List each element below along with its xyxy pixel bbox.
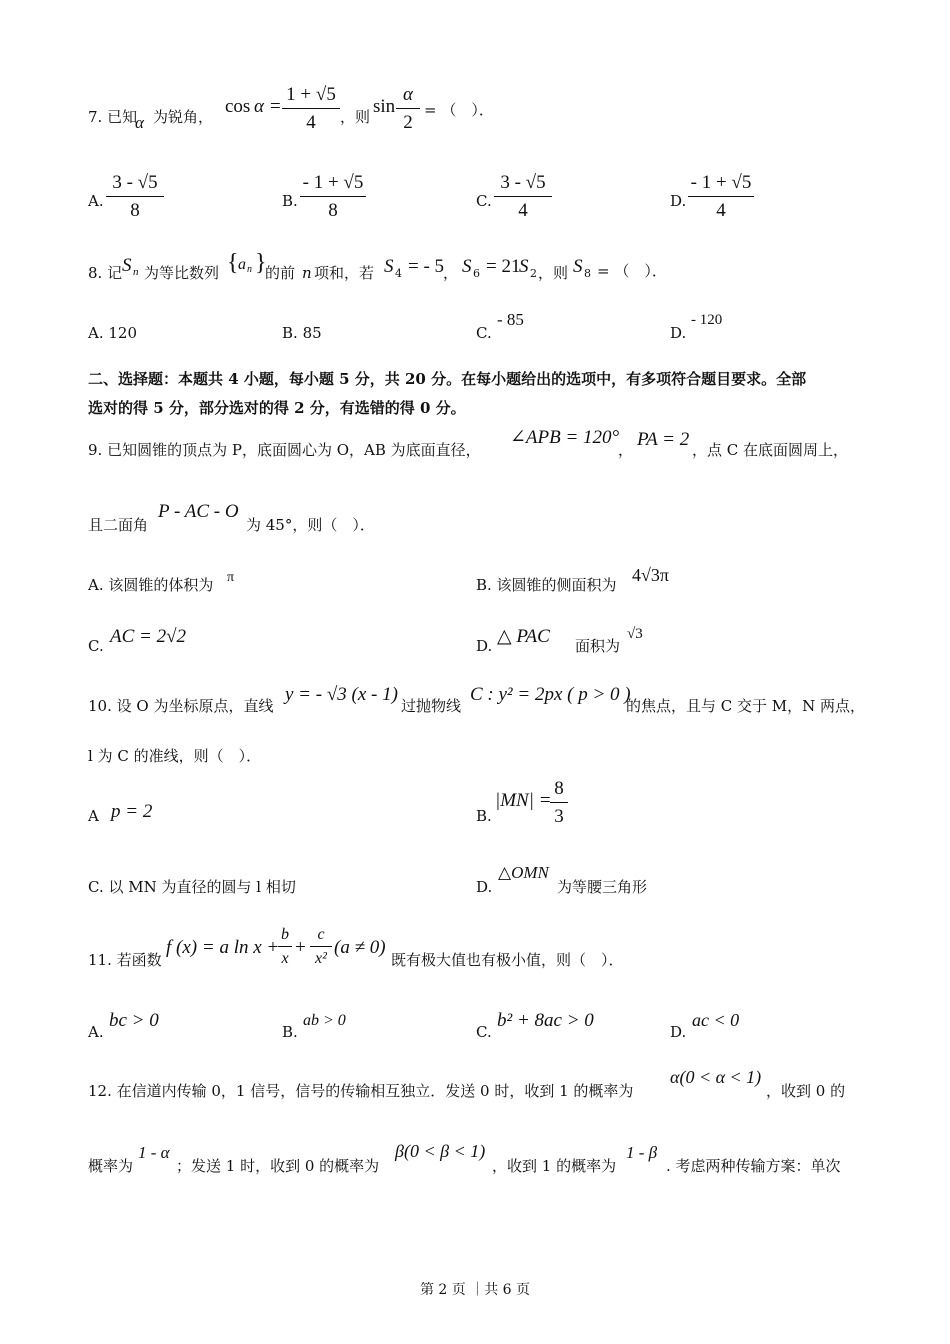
q11-function: f (x) = a ln x + xyxy=(166,937,280,958)
q8-sum-if: 项和，若 xyxy=(314,264,375,282)
q8-s4: S xyxy=(384,256,394,277)
q9-option-d-tail: √3 xyxy=(627,626,643,642)
q11-option-d-value: ac < 0 xyxy=(692,1010,740,1030)
q7-acute: 为锐角， xyxy=(153,108,214,126)
q12-line2-mid2: ，收到 1 的概率为 xyxy=(492,1157,617,1175)
q8-option-d-value: - 120 xyxy=(691,312,723,328)
q8-s6: S xyxy=(462,256,472,277)
q11-option-a-value: bc > 0 xyxy=(109,1010,159,1031)
q8-option-c-label: C. xyxy=(476,324,492,342)
q11-frac-c-num: c xyxy=(310,926,332,947)
q9-option-b-value: 4√3π xyxy=(632,565,669,585)
q10-option-b-num: 8 xyxy=(550,778,568,803)
q11-option-c-label: C. xyxy=(476,1023,492,1041)
q8-prefix: 8. 记 xyxy=(88,264,123,282)
q9-line2-prefix: 且二面角 xyxy=(88,516,149,534)
q9-option-b-label: B. 该圆锥的侧面积为 xyxy=(476,576,617,594)
q11-prefix: 11. 若函数 xyxy=(88,951,162,969)
q8-s8: S xyxy=(573,256,583,277)
q11-tail: 既有极大值也有极小值，则（ ）． xyxy=(391,951,624,969)
q7-option-c xyxy=(494,172,552,222)
q7-option-d-num: - 1 + √5 xyxy=(688,172,754,197)
q7-option-c-num: 3 - √5 xyxy=(494,172,552,197)
q8-geo-seq: 为等比数列 xyxy=(144,264,220,282)
q12-beta-range: β(0 < β < 1) xyxy=(395,1141,486,1161)
q8-s6-val: = 21 xyxy=(486,256,521,277)
section2-heading-line1: 二、选择题：本题共 4 小题，每小题 5 分，共 20 分。在每小题给出的选项中，有多项符合题目要求。全部 xyxy=(88,370,807,388)
q8-s4-val: = - 5 xyxy=(408,256,445,277)
q8-option-c-value: - 85 xyxy=(497,310,524,329)
q12-alpha-range: α(0 < α < 1) xyxy=(670,1067,762,1087)
q8-sep: ， xyxy=(443,264,459,282)
q10-option-d-label: D. xyxy=(476,878,493,896)
q8-option-a xyxy=(88,326,137,341)
q10-option-d-value: △OMN xyxy=(498,863,549,882)
q7-cos-num: 1 + √5 xyxy=(282,84,340,109)
q9-option-d-mid: 面积为 xyxy=(575,637,621,655)
q9-option-c-value: AC = 2√2 xyxy=(110,626,187,647)
q11-frac-b-den: x xyxy=(281,950,289,967)
q10-parabola: C : y² = 2px ( p > 0 ) xyxy=(470,684,631,705)
q8-brace-left: { xyxy=(227,250,239,276)
q10-option-b-label: B. xyxy=(476,807,492,825)
q8-option-d-label: D. xyxy=(670,324,687,342)
q7-option-c-den: 4 xyxy=(518,200,528,221)
q10-option-b-den: 3 xyxy=(554,806,564,827)
q10-option-b-lhs: |MN| = xyxy=(495,790,552,811)
q8-sn: S xyxy=(122,255,132,276)
q8-option-b xyxy=(282,326,322,341)
q12-line2-mid: ；发送 1 时，收到 0 的概率为 xyxy=(176,1157,380,1175)
q10-line1-prefix: 10. 设 O 为坐标原点，直线 xyxy=(88,697,274,715)
q7-option-c-label: C. xyxy=(476,192,492,210)
q7-option-d-label: D. xyxy=(670,192,687,210)
q11-frac-c-den: x² xyxy=(315,950,327,967)
q11-option-a-label: A. xyxy=(88,1023,104,1041)
q9-sep: ， xyxy=(618,441,634,459)
q7-alpha: α xyxy=(135,113,144,132)
q10-line1-tail: 的焦点，且与 C 交于 M，N 两点， xyxy=(626,697,866,715)
q8-sn-sub: n xyxy=(133,266,139,278)
q8-option-a-value: 120 xyxy=(108,324,138,342)
q7-half-den: 2 xyxy=(403,112,413,133)
q10-option-a-value: p = 2 xyxy=(111,801,153,822)
q8-brace-right: } xyxy=(255,250,267,276)
q8-option-a-label: A. xyxy=(88,324,104,342)
q8-s2-sub: 2 xyxy=(530,267,537,280)
q9-option-a-label: A. 该圆锥的体积为 xyxy=(88,576,214,594)
q7-option-b-den: 8 xyxy=(328,200,338,221)
q11-frac-b xyxy=(278,926,292,968)
q11-option-c-value: b² + 8ac > 0 xyxy=(497,1010,594,1031)
q12-one-minus-alpha: 1 - α xyxy=(138,1143,170,1162)
q12-line2-tail: . 考虑两种传输方案：单次 xyxy=(666,1157,841,1175)
q12-line2-prefix: 概率为 xyxy=(88,1157,134,1175)
q9-option-c-label: C. xyxy=(88,637,104,655)
q8-first: 的前 xyxy=(265,264,296,282)
q9-option-d-label: D. xyxy=(476,637,493,655)
q9-option-d-value: △ PAC xyxy=(497,626,550,647)
q10-option-b-frac xyxy=(550,778,568,828)
q9-line1-tail: ，点 C 在底面圆周上， xyxy=(692,441,849,459)
q8-then: ，则 xyxy=(538,264,569,282)
q8-s4-sub: 4 xyxy=(395,267,402,280)
q7-option-a xyxy=(106,172,164,222)
q7-half-alpha xyxy=(396,84,420,134)
q7-option-d-den: 4 xyxy=(716,200,726,221)
q7-option-a-den: 8 xyxy=(130,200,140,221)
section2-heading-line2: 选对的得 5 分，部分选对的得 2 分，有选错的得 0 分。 xyxy=(88,399,466,417)
q9-line1-prefix: 9. 已知圆锥的顶点为 P，底面圆心为 O，AB 为底面直径， xyxy=(88,441,481,459)
q11-option-b-value: ab > 0 xyxy=(303,1012,346,1029)
q7-option-a-num: 3 - √5 xyxy=(106,172,164,197)
q10-option-d-tail: 为等腰三角形 xyxy=(557,878,648,896)
q7-cos-den: 4 xyxy=(306,112,316,133)
q12-line1-tail: ，收到 0 的 xyxy=(766,1082,846,1100)
q7-then: ，则 xyxy=(340,108,371,126)
q7-cos-alpha: α xyxy=(254,96,264,117)
q10-line2: l 为 C 的准线，则（ ）． xyxy=(88,747,262,765)
q7-prefix: 7. 已知 xyxy=(88,108,138,126)
page-footer: 第 2 页 ｜共 6 页 xyxy=(419,1282,531,1298)
q11-condition: (a ≠ 0) xyxy=(334,937,386,958)
q8-option-b-value: 85 xyxy=(302,324,322,342)
q10-option-a-label: A xyxy=(88,807,99,825)
q7-cos: cos xyxy=(225,96,251,117)
q8-an-sub: n xyxy=(247,264,252,275)
q10-through: 过抛物线 xyxy=(401,697,462,715)
q9-option-a-value: π xyxy=(227,570,235,585)
q11-frac-b-num: b xyxy=(278,926,292,947)
q7-half-num: α xyxy=(396,84,420,109)
q8-option-b-label: B. xyxy=(282,324,298,342)
q8-tail: = （ ）． xyxy=(597,262,667,280)
q11-option-b-label: B. xyxy=(282,1023,298,1041)
q9-angle: ∠APB = 120° xyxy=(510,427,620,448)
q11-frac-c xyxy=(310,926,332,968)
q8-s8-sub: 8 xyxy=(584,267,591,280)
q9-pa: PA = 2 xyxy=(637,429,690,450)
q9-dihedral: P - AC - O xyxy=(158,501,239,522)
q8-an: a xyxy=(238,256,246,273)
q12-line1-prefix: 12. 在信道内传输 0，1 信号，信号的传输相互独立．发送 0 时，收到 1 的概率为 xyxy=(88,1082,634,1100)
q7-option-b-num: - 1 + √5 xyxy=(300,172,366,197)
q7-eq: = xyxy=(270,96,281,117)
q7-tail: = （ ）． xyxy=(424,101,494,119)
q12-one-minus-beta: 1 - β xyxy=(626,1143,658,1162)
q7-option-a-label: A. xyxy=(88,192,104,210)
q10-line-eq: y = - √3 (x - 1) xyxy=(285,684,398,705)
q7-sin: sin xyxy=(373,96,396,117)
q11-plus: + xyxy=(295,937,306,958)
q11-option-d-label: D. xyxy=(670,1023,687,1041)
q7-option-d xyxy=(688,172,754,222)
q7-cos-value xyxy=(282,84,340,134)
q7-option-b xyxy=(300,172,366,222)
q9-line2-tail: 为 45°，则（ ）． xyxy=(246,516,375,534)
q8-s2: S xyxy=(519,256,529,277)
q8-s6-sub: 6 xyxy=(473,267,480,280)
q8-n: n xyxy=(302,264,312,282)
q10-option-c: C. 以 MN 为直径的圆与 l 相切 xyxy=(88,878,296,896)
q7-option-b-label: B. xyxy=(282,192,298,210)
